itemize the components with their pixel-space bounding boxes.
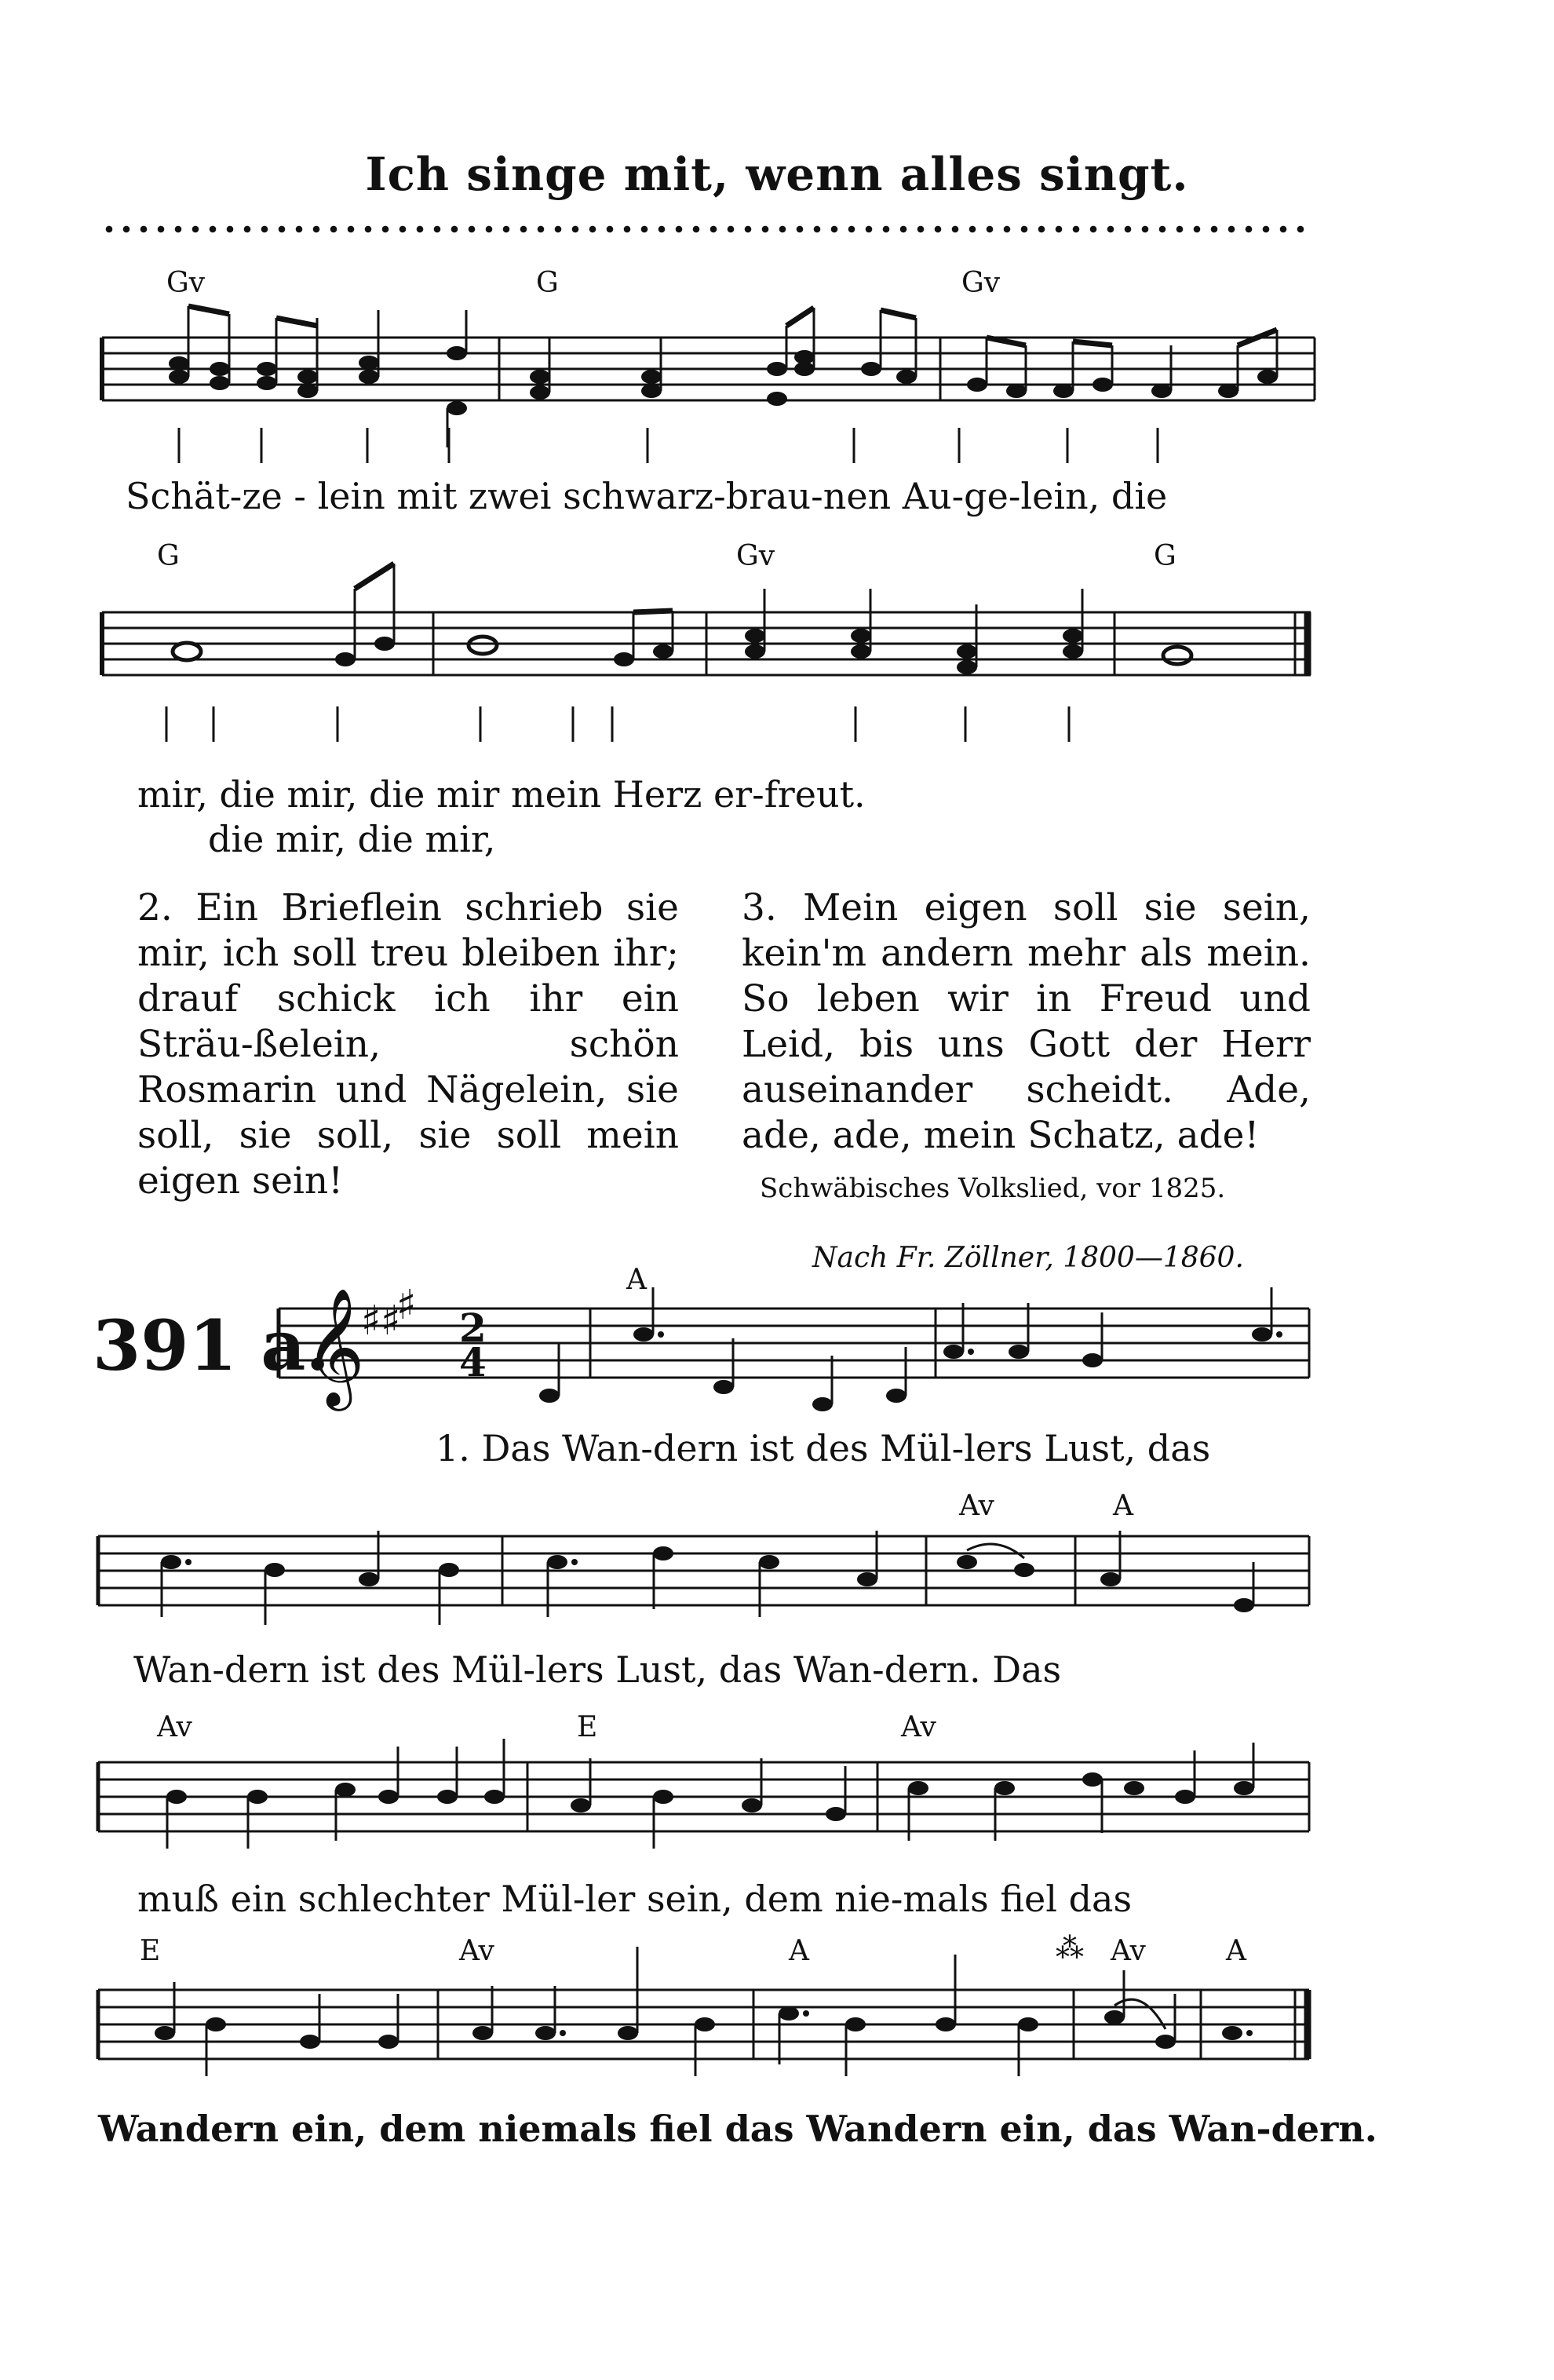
time-signature: 2 (459, 1305, 487, 1351)
lyrics-line: 1. Das Wan-dern ist des Mül-lers Lust, das (436, 1427, 1211, 1469)
chord-label: Gv (166, 267, 206, 299)
song-source: Schwäbisches Volkslied, vor 1825. (760, 1173, 1226, 1204)
verse-text: Mein eigen soll sie sein, kein'm andern mehr als mein. So leben wir in Freud und Leid, bis uns Gott der Herr auseinander scheidt. Ade, ade, ade, mein Schatz, ade! (742, 886, 1311, 1157)
chord-label: Av (901, 1711, 936, 1743)
chord-label: A (1113, 1490, 1133, 1522)
sharp-icon: ♯ (396, 1282, 417, 1329)
verse-text: Ein Brieflein schrieb sie mir, ich soll treu bleiben ihr; drauf schick ich ihr ein Sträu-ßelein, schön Rosmarin und Nägelein, sie soll, sie soll, sie soll mein eigen sein! (137, 886, 679, 1203)
chord-label: Av (959, 1490, 994, 1522)
chord-label: Gv (961, 267, 1001, 299)
treble-clef-icon: 𝄞 (305, 1287, 365, 1406)
chord-label: E (577, 1711, 598, 1743)
lyrics-line: Wandern ein, dem niemals fiel das Wandern ein, das Wan-dern. (98, 2108, 1377, 2150)
lyrics-line: mir, die mir, die mir mein Herz er-freut. (137, 773, 866, 816)
fermata-icon: ⁂ (1056, 1933, 1084, 1965)
chord-label: G (157, 540, 180, 572)
chord-label: A (789, 1935, 809, 1967)
verse-number: 2. (137, 886, 173, 929)
chord-label: Av (459, 1935, 494, 1967)
composer-credit: Nach Fr. Zöllner, 1800—1860. (812, 1242, 1244, 1274)
chord-label: G (1154, 540, 1176, 572)
lyrics-line: muß ein schlechter Mül-ler sein, dem nie-mals fiel das (137, 1878, 1133, 1920)
verse-number: 3. (742, 886, 777, 929)
chord-label: A (1226, 1935, 1246, 1967)
time-signature: 4 (459, 1339, 487, 1385)
chord-label: Av (157, 1711, 192, 1743)
lyrics-line: Schät-ze - lein mit zwei schwarz-brau-nen Au-ge-lein, die (126, 475, 1168, 517)
chord-label: Gv (736, 540, 775, 572)
page-header-title: Ich singe mit, wenn alles singt. (365, 148, 1189, 201)
chord-label: A (626, 1264, 647, 1296)
lyrics-line: die mir, die mir, (208, 818, 496, 860)
chord-label: G (536, 267, 559, 299)
lyrics-line: Wan-dern ist des Mül-lers Lust, das Wan-dern. Das (133, 1648, 1062, 1691)
chord-label: Av (1111, 1935, 1146, 1967)
sharp-icon: ♯♯ (361, 1298, 401, 1345)
chord-label: E (140, 1935, 161, 1967)
song-number: 391 a. (93, 1305, 330, 1386)
